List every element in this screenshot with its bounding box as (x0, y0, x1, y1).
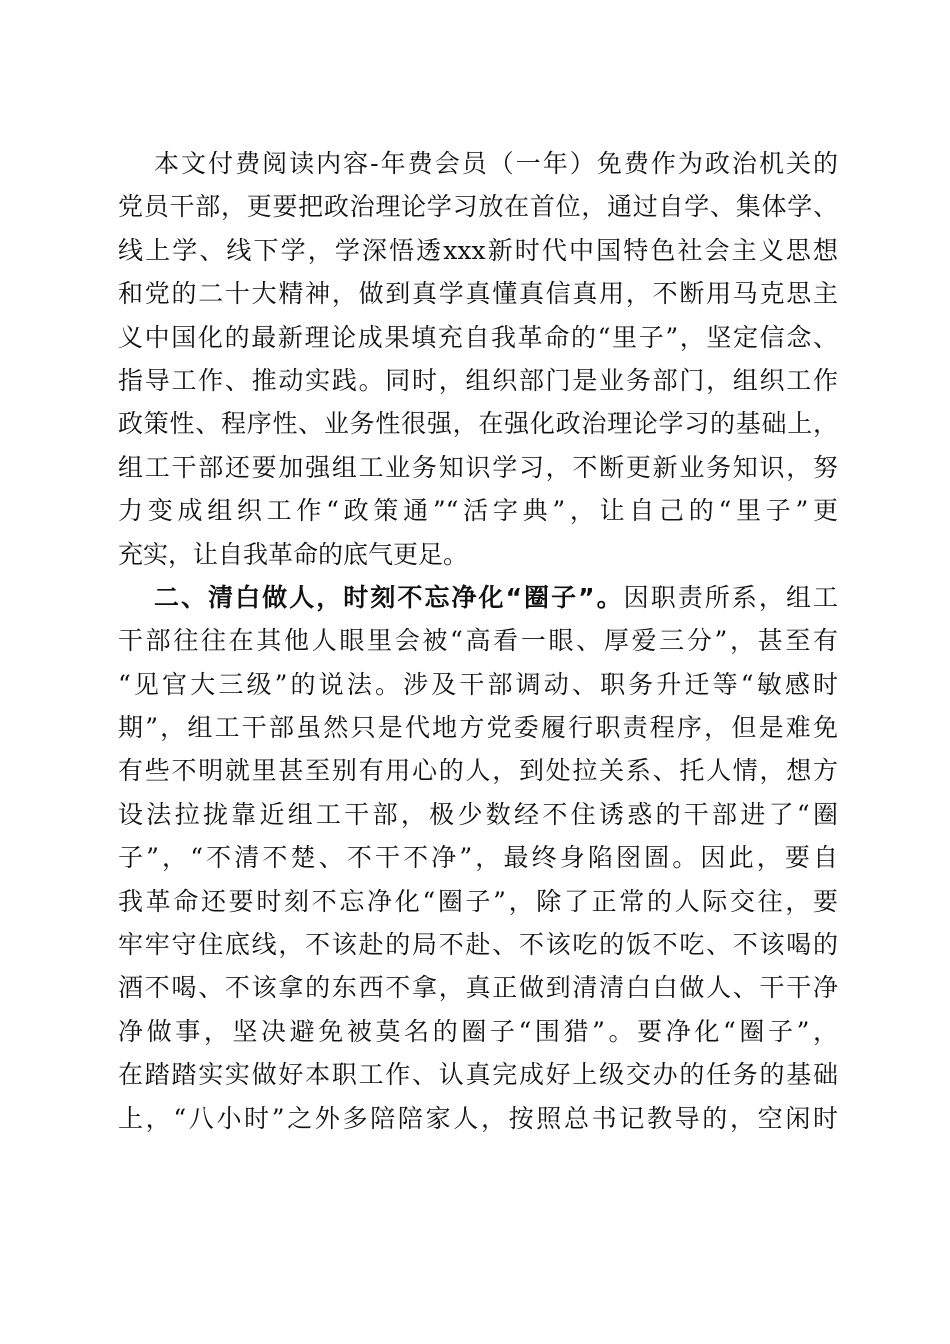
paragraph-1-line-8: 组工干部还要加强组工业务知识学习，不断更新业务知识，努 (118, 452, 838, 482)
paragraph-2-first-line (118, 576, 838, 619)
paragraph-2-line-2: 干部往往在其他人眼里会被“高看一眼、厚爱三分”，甚至有 (118, 626, 838, 656)
paragraph-2-line-7: 子”，“不清不楚、不干不净”，最终身陷囹圄。因此，要自 (118, 843, 838, 873)
paragraph-1-line-2: 党员干部，更要把政治理论学习放在首位，通过自学、集体学、 (118, 192, 838, 222)
paragraph-2-line-11: 净做事，坚决避免被莫名的圈子“围猎”。要净化“圈子”， (118, 1016, 838, 1046)
paragraph-2-line-3: “见官大三级”的说法。涉及干部调动、职务升迁等“敏感时 (118, 669, 838, 699)
paragraph-2-line-9: 牢牢守住底线，不该赴的局不赴、不该吃的饭不吃、不该喝的 (118, 930, 838, 960)
paragraph-1-line-4: 和党的二十大精神，做到真学真懂真信真用，不断用马克思主 (118, 279, 838, 309)
paragraph-2-line-10: 酒不喝、不该拿的东西不拿，真正做到清清白白做人、干干净 (118, 973, 838, 1003)
paragraph-2-line-8: 我革命还要时刻不忘净化“圈子”，除了正常的人际交往，要 (118, 886, 838, 916)
paragraph-1-line-10: 充实，让自我革命的底气更足。 (118, 539, 469, 569)
paragraph-2-line-4: 期”，组工干部虽然只是代地方党委履行职责程序，但是难免 (118, 713, 838, 743)
document-body (118, 142, 838, 1140)
paragraph-2-line-12: 在踏踏实实做好本职工作、认真完成好上级交办的任务的基础 (118, 1060, 838, 1090)
section-heading: 二、清白做人，时刻不忘净化“圈子”。 (154, 582, 624, 612)
paragraph-1-line-7: 政策性、程序性、业务性很强，在强化政治理论学习的基础上， (118, 409, 838, 439)
paragraph-2-line-5: 有些不明就里甚至别有用心的人，到处拉关系、托人情，想方 (118, 756, 838, 786)
paragraph-1-line-3: 线上学、线下学，学深悟透xxx新时代中国特色社会主义思想 (118, 235, 838, 265)
paragraph-1-line-6: 指导工作、推动实践。同时，组织部门是业务部门，组织工作 (118, 365, 838, 395)
paragraph-1-line-9: 力变成组织工作“政策通”“活字典”，让自己的“里子”更 (118, 496, 838, 526)
paragraph-2-line-13: 上，“八小时”之外多陪陪家人，按照总书记教导的，空闲时 (118, 1103, 838, 1133)
paragraph-2-first-line-text: 因职责所系，组工 (623, 582, 838, 612)
paragraph-1-line-5: 义中国化的最新理论成果填充自我革命的“里子”，坚定信念、 (118, 322, 838, 352)
paragraph-2-line-6: 设法拉拢靠近组工干部，极少数经不住诱惑的干部进了“圈 (118, 799, 838, 829)
paragraph-1-line-1: 本文付费阅读内容-年费会员（一年）免费作为政治机关的 (154, 149, 838, 178)
